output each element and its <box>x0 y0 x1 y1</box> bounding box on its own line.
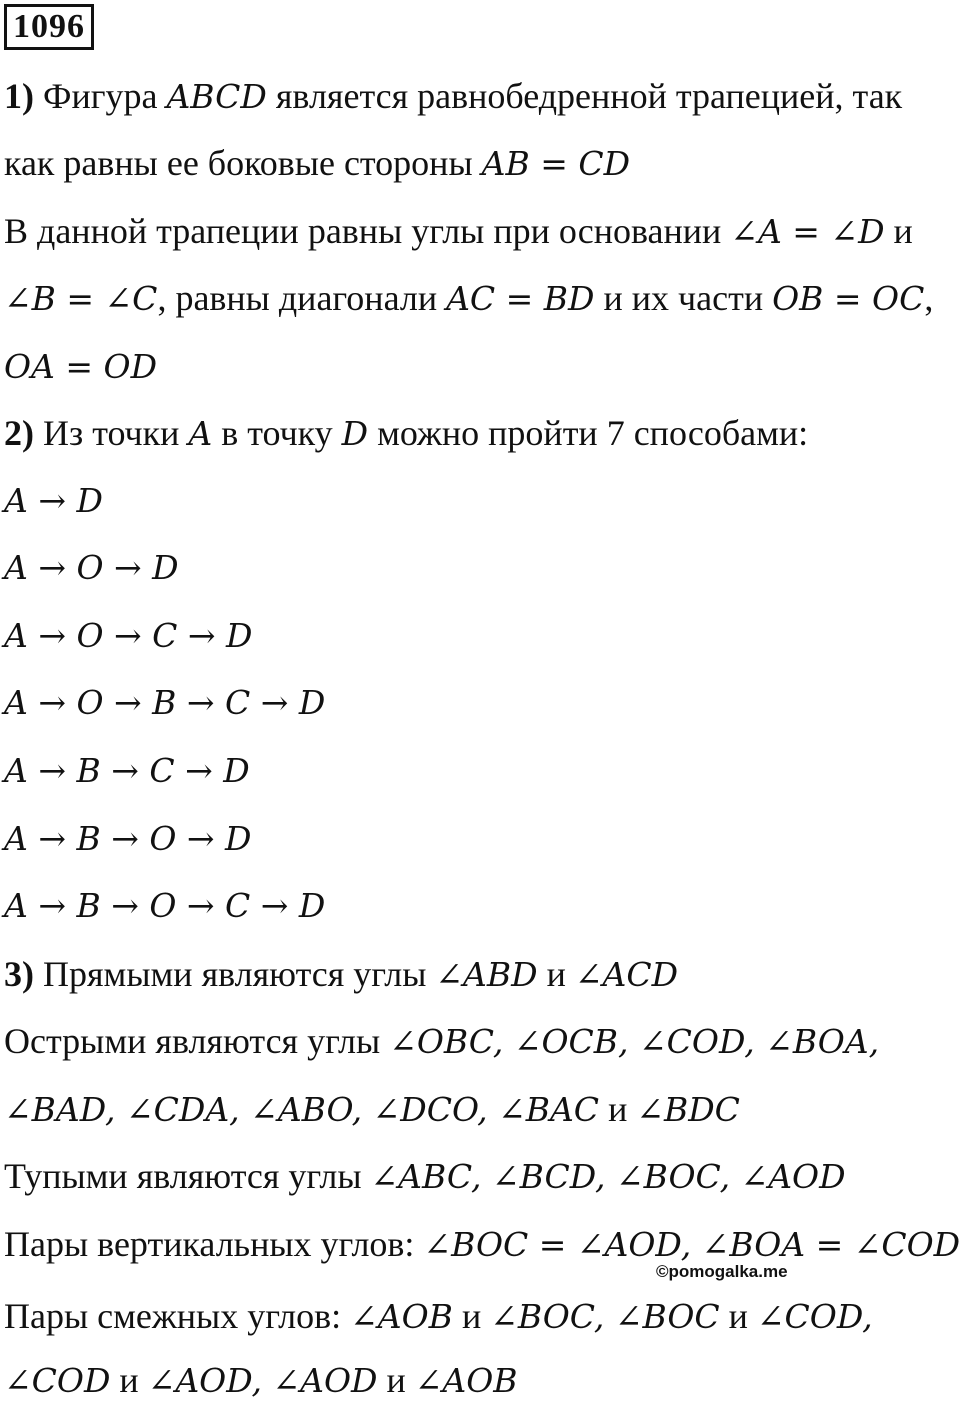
sec3-line-6 <box>4 1294 873 1339</box>
path-6: A → B → O → D <box>4 819 252 858</box>
text: и <box>537 954 575 994</box>
math: OA = OD <box>4 347 158 386</box>
text: и <box>599 1089 637 1129</box>
text: и <box>884 211 913 251</box>
text: в точку <box>212 413 342 453</box>
sec1-line-5 <box>4 344 157 389</box>
path-7: A → B → O → C → D <box>4 886 326 925</box>
math: D <box>341 414 369 453</box>
text: можно пройти 7 способами: <box>368 413 809 453</box>
path-3: A → O → C → D <box>4 616 253 655</box>
sec3-line-1 <box>4 952 678 997</box>
text: Из точки <box>34 413 189 453</box>
text: , равны диагонали <box>157 278 447 318</box>
sec1-line-3 <box>4 209 913 254</box>
sec3-line-4 <box>4 1154 846 1199</box>
math: OB = OC <box>772 279 925 318</box>
text: и <box>110 1360 148 1400</box>
text: , <box>924 278 934 318</box>
text: и <box>452 1296 491 1336</box>
text: Фигура <box>43 76 167 116</box>
problem-number: 1096 <box>4 4 94 50</box>
math: ∠BOC, ∠BOC <box>490 1297 720 1336</box>
text: Пары вертикальных углов: <box>4 1224 424 1264</box>
sec2-line-1 <box>4 411 808 456</box>
sec2-number: 2) <box>4 413 34 453</box>
text: и <box>719 1296 757 1336</box>
path-5: A → B → C → D <box>4 751 250 790</box>
sec1-number: 1) <box>4 76 34 116</box>
math: ∠ABC, ∠BCD, ∠BOC, ∠AOD <box>370 1157 846 1196</box>
sec3-number: 3) <box>4 954 34 994</box>
text: как равны ее боковые стороны <box>4 143 482 183</box>
text: Тупыми являются углы <box>4 1156 371 1196</box>
math: AC = BD <box>446 279 595 318</box>
math: ∠BDC <box>636 1090 740 1129</box>
math: ∠ACD <box>574 955 679 994</box>
math: AB = CD <box>481 144 631 183</box>
math: ∠AOD, ∠AOD <box>147 1361 378 1400</box>
watermark: ©pomogalka.me <box>656 1262 788 1281</box>
text: и их части <box>594 278 773 318</box>
text: Пары смежных углов: <box>4 1296 351 1336</box>
text: Прямыми являются углы <box>34 954 436 994</box>
sec1-line-4 <box>4 276 933 321</box>
math: ∠COD <box>4 1361 111 1400</box>
math: A <box>188 414 213 453</box>
text: является равнобедренной трапецией, так <box>266 76 903 116</box>
sec1-line-1 <box>4 74 902 119</box>
path-2: A → O → D <box>4 548 179 587</box>
math: ∠B = ∠C <box>4 279 158 318</box>
math: ∠A = ∠D <box>730 212 885 251</box>
text: В данной трапеции равны углы при основании <box>4 211 731 251</box>
sec3-line-3 <box>4 1087 740 1132</box>
sec1-line-2 <box>4 141 630 186</box>
path-1: A → D <box>4 481 103 520</box>
sec3-line-2 <box>4 1019 879 1064</box>
math: ∠BAD, ∠CDA, ∠ABO, ∠DCO, ∠BAC <box>4 1090 600 1129</box>
math: ABCD <box>166 77 267 116</box>
math: ∠BOC = ∠AOD, ∠BOA = ∠COD <box>423 1225 960 1264</box>
path-4: A → O → B → C → D <box>4 683 326 722</box>
sec3-line-5 <box>4 1222 960 1267</box>
math: ∠COD, <box>756 1297 873 1336</box>
math: ∠AOB <box>350 1297 453 1336</box>
math: ∠OBC, ∠OCB, ∠COD, ∠BOA, <box>389 1022 880 1061</box>
text: и <box>377 1360 415 1400</box>
math: ∠ABD <box>435 955 538 994</box>
math: ∠AOB <box>414 1361 518 1400</box>
text: Острыми являются углы <box>4 1021 390 1061</box>
sec3-line-7 <box>4 1358 518 1403</box>
